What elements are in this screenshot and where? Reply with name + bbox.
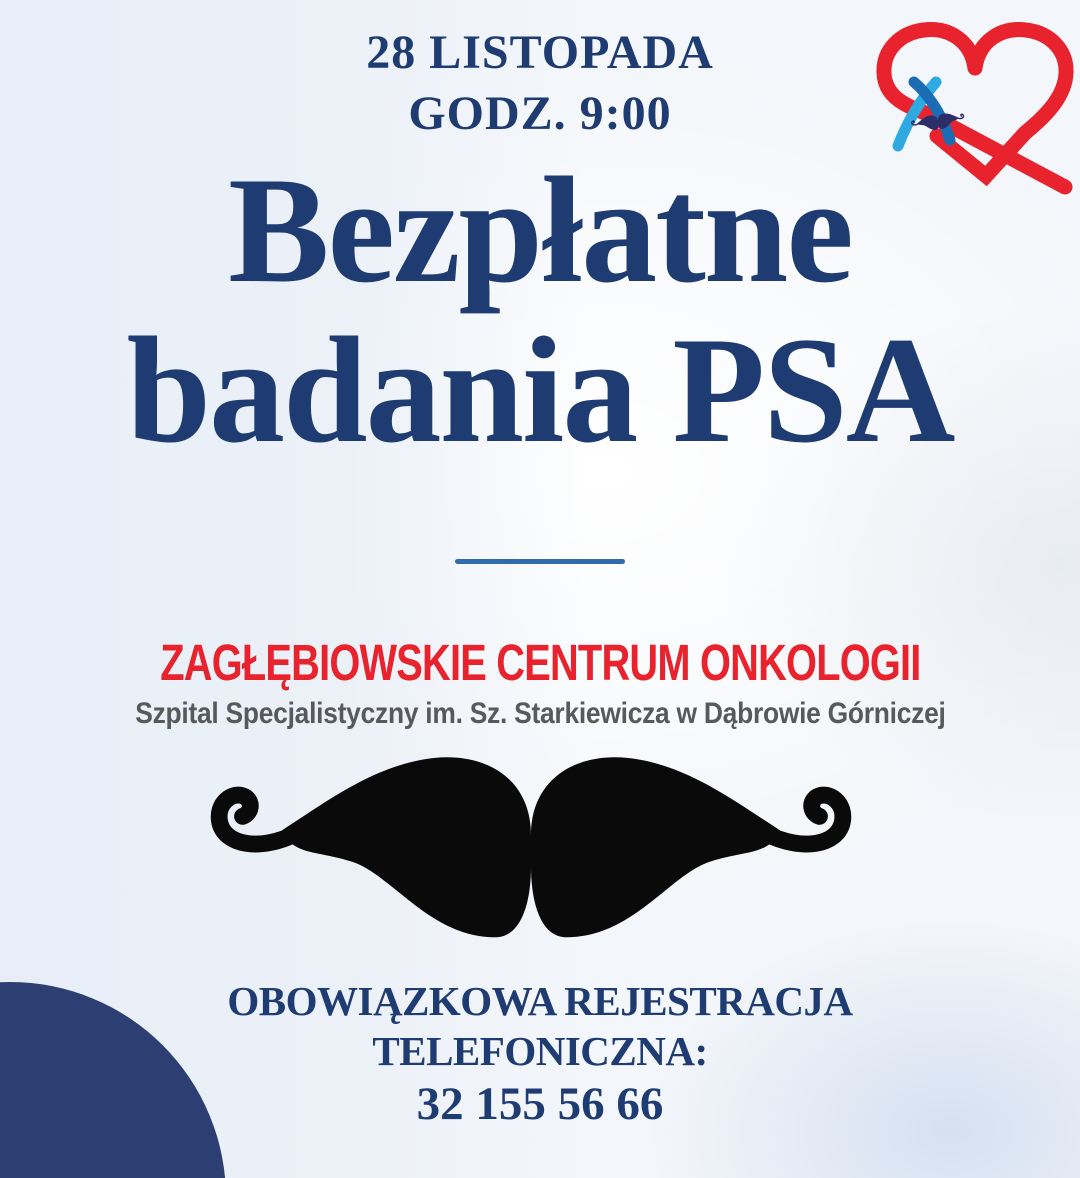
organization-subtitle-text: Szpital Specjalistyczny im. Sz. Starkiewicza w Dąbrowie Górniczej bbox=[134, 697, 946, 730]
organization-name-text: ZAGŁĘBIOWSKIE CENTRUM ONKOLOGII bbox=[159, 634, 921, 691]
phone-number: 32 155 56 66 bbox=[416, 1078, 664, 1130]
mustache-icon bbox=[184, 740, 878, 968]
event-date-text: 28 LISTOPADA bbox=[366, 26, 714, 79]
main-title-line1: Bezpłatne bbox=[228, 146, 852, 314]
main-title bbox=[0, 146, 1080, 474]
main-title-line2: badania PSA bbox=[126, 306, 954, 474]
event-time-text: GODZ. 9:00 bbox=[408, 87, 672, 140]
divider-line bbox=[455, 559, 625, 564]
registration-line1: OBOWIĄZKOWA REJESTRACJA bbox=[227, 978, 853, 1024]
registration-line2: TELEFONICZNA: bbox=[372, 1028, 708, 1074]
organization-name bbox=[0, 634, 1080, 692]
organization-subtitle bbox=[0, 695, 1080, 733]
